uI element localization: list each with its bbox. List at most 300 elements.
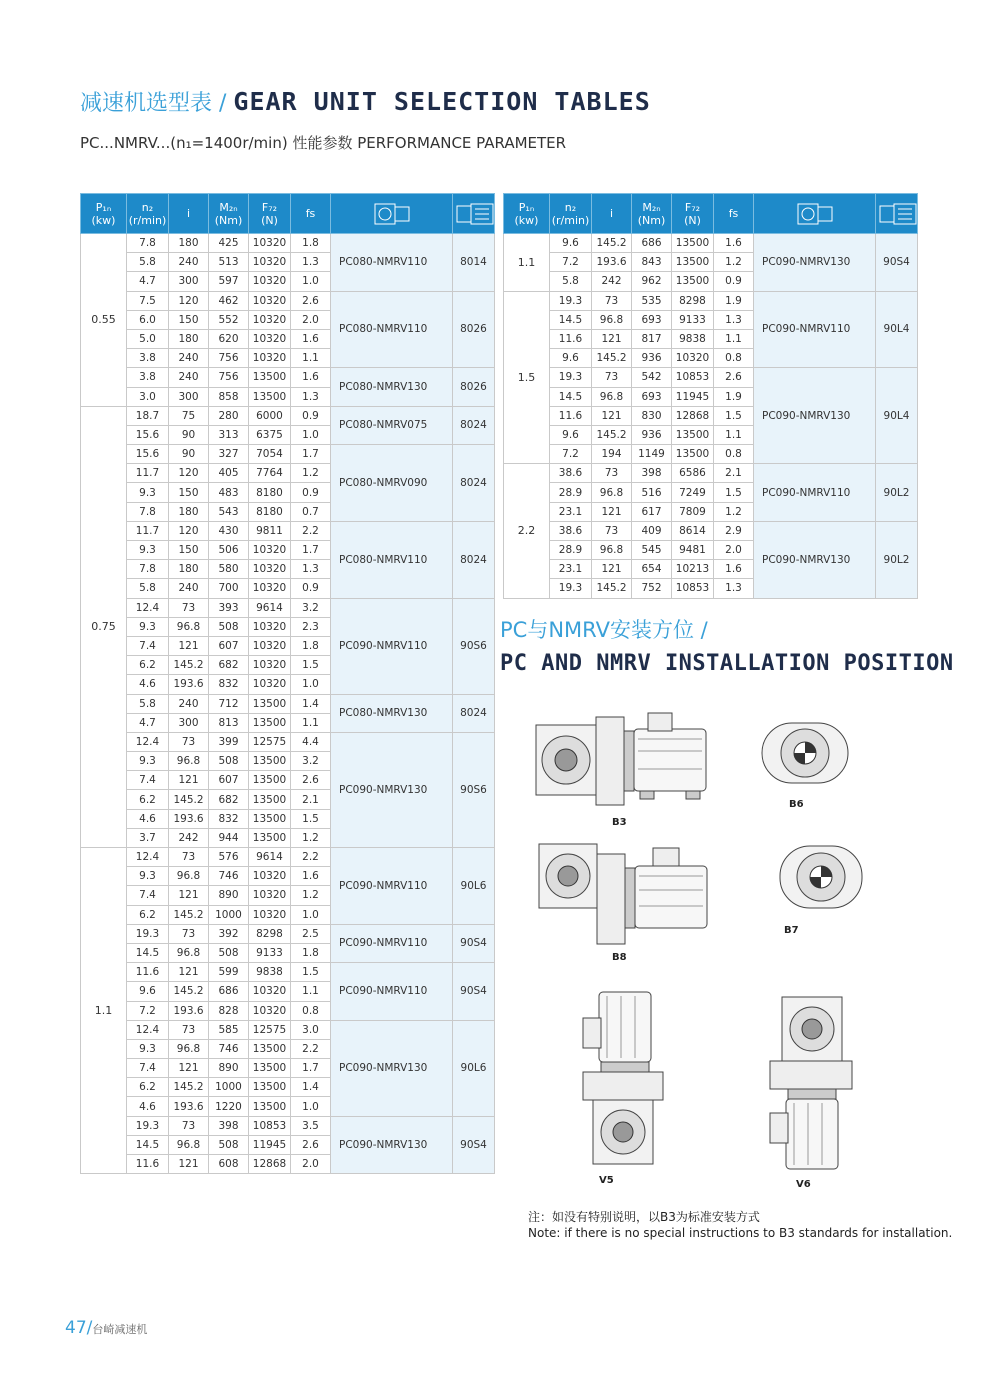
speed-cell: 7.2 (127, 1001, 169, 1020)
speed-cell: 28.9 (550, 541, 592, 560)
speed-cell: 5.0 (127, 329, 169, 348)
load-cell: 10320 (249, 234, 291, 253)
load-cell: 8298 (672, 291, 714, 310)
load-cell: 13500 (249, 1078, 291, 1097)
speed-cell: 19.3 (127, 1116, 169, 1135)
load-cell: 13500 (249, 387, 291, 406)
speed-cell: 12.4 (127, 732, 169, 751)
torque-cell: 654 (632, 560, 672, 579)
page-footer (65, 1318, 147, 1338)
table-row (81, 694, 495, 713)
speed-cell: 4.6 (127, 1097, 169, 1116)
load-cell: 9811 (249, 521, 291, 540)
header-ratio: i (592, 194, 632, 234)
load-cell: 10853 (249, 1116, 291, 1135)
speed-cell: 15.6 (127, 425, 169, 444)
ratio-cell: 73 (169, 1020, 209, 1039)
ratio-cell: 73 (169, 598, 209, 617)
ratio-cell: 150 (169, 541, 209, 560)
motor-code-cell: 90S6 (453, 732, 495, 847)
load-cell: 12868 (249, 1155, 291, 1174)
speed-cell: 5.8 (127, 253, 169, 272)
speed-cell: 9.6 (127, 982, 169, 1001)
ratio-cell: 73 (169, 732, 209, 751)
torque-cell: 513 (209, 253, 249, 272)
ratio-cell: 300 (169, 387, 209, 406)
fs-cell: 0.9 (291, 406, 331, 425)
header-radial-load: F₇₂ (N) (672, 194, 714, 234)
speed-cell: 9.3 (127, 752, 169, 771)
installation-note (528, 1209, 952, 1241)
speed-cell: 5.8 (127, 579, 169, 598)
speed-cell: 7.4 (127, 771, 169, 790)
ratio-cell: 145.2 (592, 234, 632, 253)
speed-cell: 9.3 (127, 867, 169, 886)
speed-cell: 12.4 (127, 598, 169, 617)
torque-cell: 552 (209, 310, 249, 329)
speed-cell: 3.0 (127, 387, 169, 406)
load-cell: 10320 (249, 579, 291, 598)
torque-cell: 746 (209, 867, 249, 886)
load-cell: 10853 (672, 579, 714, 598)
load-cell: 13500 (672, 253, 714, 272)
header-power: P₁ₙ (kw) (504, 194, 550, 234)
torque-cell: 409 (632, 521, 672, 540)
load-cell: 10320 (249, 560, 291, 579)
fs-cell: 0.8 (714, 445, 754, 464)
page-title-cn: 减速机选型表 / (80, 91, 234, 116)
torque-cell: 936 (632, 425, 672, 444)
torque-cell: 817 (632, 329, 672, 348)
load-cell: 7054 (249, 445, 291, 464)
page-number: 47/ (65, 1318, 93, 1338)
load-cell: 6000 (249, 406, 291, 425)
load-cell: 10320 (249, 541, 291, 560)
fs-cell: 1.8 (291, 636, 331, 655)
load-cell: 13500 (249, 1059, 291, 1078)
speed-cell: 11.6 (127, 1155, 169, 1174)
speed-cell: 7.5 (127, 291, 169, 310)
ratio-cell: 96.8 (169, 1135, 209, 1154)
model-cell: PC080-NMRV090 (331, 445, 453, 522)
load-cell: 10213 (672, 560, 714, 579)
speed-cell: 9.3 (127, 541, 169, 560)
fs-cell: 3.0 (291, 1020, 331, 1039)
model-cell: PC090-NMRV110 (754, 464, 876, 522)
fs-cell: 1.5 (714, 483, 754, 502)
ratio-cell: 121 (592, 406, 632, 425)
table-row (81, 598, 495, 617)
fs-cell: 2.6 (291, 1135, 331, 1154)
header-radial-load: F₇₂ (N) (249, 194, 291, 234)
torque-cell: 506 (209, 541, 249, 560)
ratio-cell: 90 (169, 425, 209, 444)
motor-code-cell: 8024 (453, 694, 495, 732)
ratio-cell: 73 (592, 291, 632, 310)
load-cell: 12575 (249, 1020, 291, 1039)
torque-cell: 1000 (209, 905, 249, 924)
fs-cell: 3.2 (291, 598, 331, 617)
fs-cell: 2.2 (291, 521, 331, 540)
ratio-cell: 120 (169, 291, 209, 310)
torque-cell: 405 (209, 464, 249, 483)
table-row (504, 521, 918, 540)
speed-cell: 23.1 (550, 560, 592, 579)
ratio-cell: 96.8 (169, 943, 209, 962)
speed-cell: 6.2 (127, 656, 169, 675)
fs-cell: 1.6 (291, 329, 331, 348)
fs-cell: 1.2 (291, 886, 331, 905)
load-cell: 13500 (249, 809, 291, 828)
motor-code-cell: 90L4 (876, 368, 918, 464)
model-cell: PC090-NMRV130 (754, 234, 876, 292)
ratio-cell: 300 (169, 272, 209, 291)
table-header-row (504, 194, 918, 234)
ratio-cell: 150 (169, 310, 209, 329)
ratio-cell: 145.2 (169, 656, 209, 675)
speed-cell: 4.7 (127, 272, 169, 291)
header-output-speed: n₂ (r/min) (127, 194, 169, 234)
motor-icon (453, 194, 495, 234)
speed-cell: 3.7 (127, 828, 169, 847)
load-cell: 10320 (249, 291, 291, 310)
ratio-cell: 242 (592, 272, 632, 291)
motor-code-cell: 90S6 (453, 598, 495, 694)
fs-cell: 0.8 (714, 349, 754, 368)
speed-cell: 9.3 (127, 483, 169, 502)
table-row (81, 1020, 495, 1039)
fs-cell: 1.1 (291, 713, 331, 732)
torque-cell: 682 (209, 790, 249, 809)
b6-label: B6 (789, 799, 804, 810)
table-row (504, 234, 918, 253)
speed-cell: 7.8 (127, 560, 169, 579)
ratio-cell: 240 (169, 579, 209, 598)
fs-cell: 1.5 (714, 406, 754, 425)
ratio-cell: 194 (592, 445, 632, 464)
load-cell: 9481 (672, 541, 714, 560)
torque-cell: 607 (209, 771, 249, 790)
fs-cell: 1.2 (714, 502, 754, 521)
load-cell: 6586 (672, 464, 714, 483)
speed-cell: 9.3 (127, 1039, 169, 1058)
ratio-cell: 121 (169, 886, 209, 905)
b8-label: B8 (612, 952, 627, 963)
table-header-row (81, 194, 495, 234)
fs-cell: 1.3 (291, 560, 331, 579)
fs-cell: 1.1 (714, 329, 754, 348)
power-cell: 0.55 (81, 234, 127, 407)
load-cell: 13500 (249, 694, 291, 713)
load-cell: 10320 (249, 675, 291, 694)
ratio-cell: 193.6 (169, 675, 209, 694)
load-cell: 13500 (249, 713, 291, 732)
speed-cell: 7.4 (127, 1059, 169, 1078)
load-cell: 13500 (249, 771, 291, 790)
speed-cell: 9.6 (550, 425, 592, 444)
speed-cell: 6.2 (127, 1078, 169, 1097)
ratio-cell: 121 (169, 771, 209, 790)
gearbox-icon (754, 194, 876, 234)
fs-cell: 4.4 (291, 732, 331, 751)
torque-cell: 830 (632, 406, 672, 425)
ratio-cell: 96.8 (592, 483, 632, 502)
fs-cell: 2.0 (291, 1155, 331, 1174)
fs-cell: 2.1 (291, 790, 331, 809)
b8-diagram (535, 838, 715, 950)
fs-cell: 1.1 (291, 982, 331, 1001)
motor-code-cell: 8024 (453, 445, 495, 522)
fs-cell: 1.0 (291, 1097, 331, 1116)
torque-cell: 1149 (632, 445, 672, 464)
ratio-cell: 145.2 (592, 579, 632, 598)
header-output-speed: n₂ (r/min) (550, 194, 592, 234)
ratio-cell: 121 (592, 502, 632, 521)
header-ratio: i (169, 194, 209, 234)
fs-cell: 0.9 (291, 579, 331, 598)
fs-cell: 0.9 (714, 272, 754, 291)
page-title-en: GEAR UNIT SELECTION TABLES (233, 87, 651, 116)
power-cell: 1.5 (504, 291, 550, 464)
torque-cell: 607 (209, 636, 249, 655)
ratio-cell: 145.2 (169, 905, 209, 924)
power-cell: 1.1 (504, 234, 550, 292)
ratio-cell: 96.8 (169, 867, 209, 886)
torque-cell: 962 (632, 272, 672, 291)
fs-cell: 2.0 (291, 310, 331, 329)
torque-cell: 398 (209, 1116, 249, 1135)
load-cell: 13500 (249, 1039, 291, 1058)
model-cell: PC090-NMRV110 (331, 924, 453, 962)
torque-cell: 828 (209, 1001, 249, 1020)
torque-cell: 936 (632, 349, 672, 368)
fs-cell: 1.2 (291, 828, 331, 847)
load-cell: 7764 (249, 464, 291, 483)
speed-cell: 14.5 (127, 1135, 169, 1154)
motor-code-cell: 90L2 (876, 521, 918, 598)
speed-cell: 4.7 (127, 713, 169, 732)
torque-cell: 393 (209, 598, 249, 617)
load-cell: 13500 (249, 1097, 291, 1116)
table-row (504, 464, 918, 483)
load-cell: 13500 (249, 752, 291, 771)
torque-cell: 508 (209, 617, 249, 636)
ratio-cell: 96.8 (592, 310, 632, 329)
speed-cell: 6.0 (127, 310, 169, 329)
speed-cell: 4.6 (127, 675, 169, 694)
torque-cell: 858 (209, 387, 249, 406)
torque-cell: 843 (632, 253, 672, 272)
speed-cell: 15.6 (127, 445, 169, 464)
torque-cell: 890 (209, 886, 249, 905)
fs-cell: 2.0 (714, 541, 754, 560)
speed-cell: 14.5 (127, 943, 169, 962)
fs-cell: 1.5 (291, 963, 331, 982)
model-cell: PC090-NMRV130 (331, 1020, 453, 1116)
torque-cell: 430 (209, 521, 249, 540)
load-cell: 10320 (249, 1001, 291, 1020)
torque-cell: 752 (632, 579, 672, 598)
table-row (81, 406, 495, 425)
speed-cell: 12.4 (127, 1020, 169, 1039)
model-cell: PC090-NMRV130 (754, 521, 876, 598)
torque-cell: 700 (209, 579, 249, 598)
power-cell: 1.1 (81, 848, 127, 1174)
model-cell: PC090-NMRV130 (331, 732, 453, 847)
ratio-cell: 96.8 (592, 541, 632, 560)
load-cell: 10320 (672, 349, 714, 368)
ratio-cell: 121 (169, 1059, 209, 1078)
table-row (504, 291, 918, 310)
ratio-cell: 240 (169, 368, 209, 387)
speed-cell: 5.8 (550, 272, 592, 291)
torque-cell: 682 (209, 656, 249, 675)
fs-cell: 0.8 (291, 1001, 331, 1020)
fs-cell: 1.7 (291, 1059, 331, 1078)
torque-cell: 832 (209, 675, 249, 694)
load-cell: 10320 (249, 982, 291, 1001)
load-cell: 13500 (672, 425, 714, 444)
ratio-cell: 242 (169, 828, 209, 847)
fs-cell: 1.6 (714, 234, 754, 253)
speed-cell: 38.6 (550, 464, 592, 483)
torque-cell: 508 (209, 943, 249, 962)
speed-cell: 11.7 (127, 464, 169, 483)
speed-cell: 38.6 (550, 521, 592, 540)
ratio-cell: 145.2 (592, 425, 632, 444)
motor-icon (876, 194, 918, 234)
torque-cell: 756 (209, 349, 249, 368)
v6-diagram (762, 993, 854, 1178)
fs-cell: 1.6 (714, 560, 754, 579)
speed-cell: 11.6 (550, 406, 592, 425)
load-cell: 7249 (672, 483, 714, 502)
table-row (81, 848, 495, 867)
motor-code-cell: 90L4 (876, 291, 918, 368)
torque-cell: 545 (632, 541, 672, 560)
header-torque: M₂ₙ (Nm) (209, 194, 249, 234)
speed-cell: 19.3 (550, 291, 592, 310)
speed-cell: 7.2 (550, 253, 592, 272)
speed-cell: 14.5 (550, 387, 592, 406)
load-cell: 13500 (249, 828, 291, 847)
load-cell: 8298 (249, 924, 291, 943)
ratio-cell: 180 (169, 234, 209, 253)
model-cell: PC090-NMRV110 (331, 963, 453, 1021)
table-row (81, 234, 495, 253)
torque-cell: 620 (209, 329, 249, 348)
ratio-cell: 120 (169, 521, 209, 540)
speed-cell: 19.3 (550, 368, 592, 387)
installation-title-cn: PC与NMRV安装方位 / (500, 618, 708, 642)
torque-cell: 599 (209, 963, 249, 982)
speed-cell: 3.8 (127, 349, 169, 368)
header-torque: M₂ₙ (Nm) (632, 194, 672, 234)
ratio-cell: 300 (169, 713, 209, 732)
load-cell: 10320 (249, 617, 291, 636)
speed-cell: 19.3 (127, 924, 169, 943)
speed-cell: 14.5 (550, 310, 592, 329)
torque-cell: 543 (209, 502, 249, 521)
load-cell: 10320 (249, 905, 291, 924)
torque-cell: 686 (209, 982, 249, 1001)
ratio-cell: 96.8 (169, 752, 209, 771)
table-row (81, 368, 495, 387)
b7-diagram (778, 838, 864, 918)
ratio-cell: 145.2 (169, 790, 209, 809)
fs-cell: 1.4 (291, 694, 331, 713)
fs-cell: 1.3 (714, 579, 754, 598)
torque-cell: 813 (209, 713, 249, 732)
power-cell: 0.75 (81, 406, 127, 847)
ratio-cell: 73 (169, 1116, 209, 1135)
power-cell: 2.2 (504, 464, 550, 598)
ratio-cell: 193.6 (169, 1097, 209, 1116)
fs-cell: 2.1 (714, 464, 754, 483)
ratio-cell: 180 (169, 502, 209, 521)
fs-cell: 3.2 (291, 752, 331, 771)
speed-cell: 6.2 (127, 905, 169, 924)
fs-cell: 2.2 (291, 848, 331, 867)
torque-cell: 280 (209, 406, 249, 425)
ratio-cell: 121 (169, 1155, 209, 1174)
torque-cell: 832 (209, 809, 249, 828)
torque-cell: 535 (632, 291, 672, 310)
load-cell: 10853 (672, 368, 714, 387)
header-service-factor: fs (291, 194, 331, 234)
torque-cell: 585 (209, 1020, 249, 1039)
model-cell: PC080-NMRV130 (331, 368, 453, 406)
gearbox-icon (331, 194, 453, 234)
torque-cell: 425 (209, 234, 249, 253)
ratio-cell: 180 (169, 329, 209, 348)
load-cell: 10320 (249, 349, 291, 368)
speed-cell: 12.4 (127, 848, 169, 867)
load-cell: 11945 (672, 387, 714, 406)
speed-cell: 23.1 (550, 502, 592, 521)
speed-cell: 7.2 (550, 445, 592, 464)
note-en: Note: if there is no special instructions to B3 standards for installation. (528, 1226, 953, 1240)
table-row (81, 732, 495, 751)
torque-cell: 542 (632, 368, 672, 387)
fs-cell: 1.5 (291, 809, 331, 828)
ratio-cell: 73 (592, 521, 632, 540)
speed-cell: 11.6 (127, 963, 169, 982)
load-cell: 9614 (249, 598, 291, 617)
speed-cell: 7.8 (127, 502, 169, 521)
fs-cell: 1.9 (714, 387, 754, 406)
ratio-cell: 193.6 (169, 809, 209, 828)
page-title (80, 86, 651, 117)
load-cell: 10320 (249, 329, 291, 348)
load-cell: 9614 (249, 848, 291, 867)
installation-title-en: PC AND NMRV INSTALLATION POSITION (500, 651, 954, 676)
fs-cell: 1.7 (291, 541, 331, 560)
load-cell: 8180 (249, 483, 291, 502)
fs-cell: 1.6 (291, 368, 331, 387)
header-service-factor: fs (714, 194, 754, 234)
torque-cell: 462 (209, 291, 249, 310)
speed-cell: 5.8 (127, 694, 169, 713)
v6-label: V6 (796, 1179, 811, 1190)
ratio-cell: 193.6 (169, 1001, 209, 1020)
load-cell: 13500 (672, 272, 714, 291)
ratio-cell: 150 (169, 483, 209, 502)
fs-cell: 1.2 (714, 253, 754, 272)
load-cell: 13500 (672, 445, 714, 464)
load-cell: 9838 (672, 329, 714, 348)
torque-cell: 398 (632, 464, 672, 483)
